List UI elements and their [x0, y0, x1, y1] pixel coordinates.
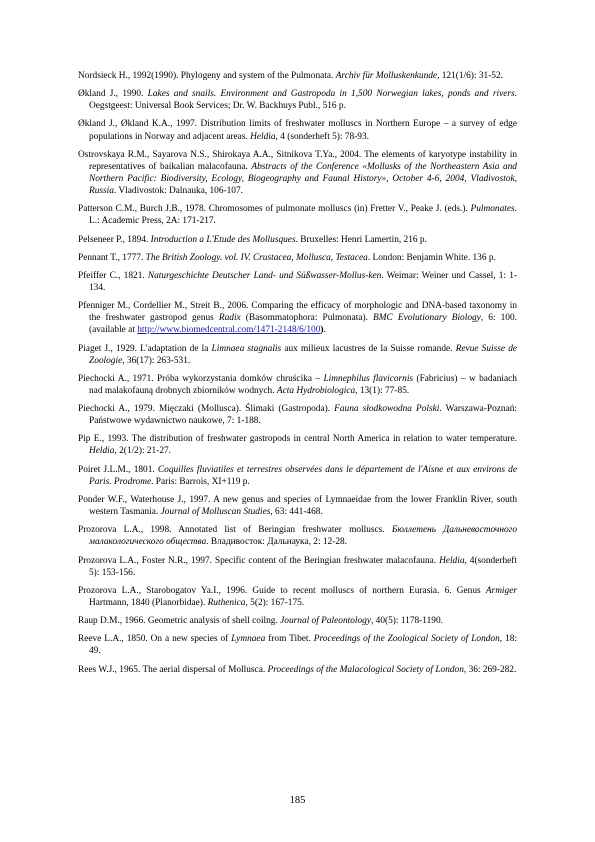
- reference-text: Pennant T., 1777.: [78, 252, 146, 263]
- reference-entry: [78, 270, 517, 294]
- reference-text: Piechocki A., 1971. Próba wykorzystania domków chruścika –: [78, 373, 324, 384]
- reference-text: Nordsieck H., 1992(1990). Phylogeny and system of the Pulmonata.: [78, 71, 336, 81]
- reference-italic-text: Бюллетень Дальневосточного малакологического общества: [89, 525, 517, 548]
- reference-text: Økland J., Økland K.A., 1997. Distribution limits of freshwater molluscs in Northern Europe – a survey of edge populations in Norway and adjacent areas.: [78, 119, 517, 142]
- reference-italic-text: Proceedings of the Malacological Society of London: [267, 664, 464, 675]
- reference-entry: [78, 234, 517, 246]
- reference-list: [78, 70, 517, 682]
- reference-text: Patterson C.M., Burch J.B., 1978. Chromosomes of pulmonate molluscs (in) Fretter V., Peake J. (eds.).: [78, 204, 471, 215]
- reference-text: , 18: 49.: [89, 634, 517, 657]
- reference-text: , 5(2): 167-175.: [245, 597, 305, 608]
- reference-italic-text: The British Zoology. vol. IV. Crustacea, Mollusca, Testacea: [145, 252, 368, 263]
- reference-italic-text: Acta Hydrobiologica: [276, 385, 356, 396]
- reference-text: . Bruxelles: Henri Lamertin, 216 p.: [295, 234, 427, 245]
- reference-entry: [78, 464, 517, 488]
- reference-entry: [78, 403, 517, 427]
- reference-entry: [78, 203, 517, 227]
- reference-entry: [78, 343, 517, 367]
- reference-italic-text: Introduction a L'Etude des Mollusques: [150, 234, 296, 245]
- reference-text: Piechocki A., 1979. Mięczaki (Mollusca). Ślimaki (Gastropoda).: [78, 404, 335, 415]
- reference-text: Poiret J.L.M., 1801.: [78, 464, 158, 475]
- reference-entry: [78, 524, 517, 548]
- reference-italic-text: Archiv für Molluskenkunde,: [335, 71, 440, 81]
- reference-italic-text: Proceedings of the Zoological Society of London: [313, 634, 500, 645]
- reference-text: . L.: Academic Press, 2A: 171-217.: [89, 204, 517, 227]
- reference-text: 121(1/6): 31-52.: [439, 71, 503, 81]
- reference-text: . Paris: Barrois, XI+119 p.: [151, 476, 250, 487]
- reference-entry: [78, 88, 517, 112]
- reference-url-link[interactable]: http://www.biomedcentral.com/1471-2148/6/100: [137, 325, 321, 336]
- reference-italic-text: Limnephilus flavicornis: [323, 373, 414, 384]
- reference-text: . Oegstgeest: Universal Book Services; Dr. W. Backhuys Publ., 516 p.: [89, 89, 517, 112]
- reference-italic-text: Armiger: [485, 585, 517, 596]
- reference-text: Pip E., 1993. The distribution of freshwater gastropods in central North America in relation to water temperature.: [78, 434, 517, 445]
- reference-text: Ostrovskaya R.M., Sayarova N.S., Shirokaya A.A., Sitnikova T.Ya., 2004. The elements of karyotype instability in representatives of baikalian malacofauna.: [78, 149, 517, 172]
- page-number: 185: [289, 795, 306, 806]
- reference-entry: [78, 664, 517, 676]
- reference-text: , 4(sonderheft 5): 153-156.: [89, 555, 517, 578]
- reference-entry: [78, 300, 517, 336]
- reference-italic-text: Fauna słodkowodna Polski: [334, 404, 440, 415]
- reference-italic-text: Limnaea stagnalis: [211, 343, 282, 354]
- reference-italic-text: Journal of Paleontology: [280, 616, 371, 627]
- reference-entry: [78, 433, 517, 457]
- reference-text: Reeve L.A., 1850. On a new species of: [78, 634, 232, 645]
- reference-text: Piaget J., 1929. L'adaptation de la: [78, 343, 212, 354]
- reference-text: , 36(17): 263-531.: [122, 355, 191, 366]
- reference-entry: [78, 252, 517, 264]
- reference-text: Økland J., 1990.: [78, 89, 148, 100]
- reference-text: Prozorova L.A., 1998. Annotated list of Beringian freshwater molluscs.: [78, 525, 392, 536]
- reference-text: aux milieux lacustres de la Suisse romande.: [281, 343, 456, 354]
- reference-entry: [78, 118, 517, 142]
- reference-text: Pelseneer P., 1894.: [78, 234, 151, 245]
- reference-text: .: [323, 325, 326, 336]
- reference-italic-text: Lakes and snails. Environment and Gastropoda in 1,500 Norwegian lakes, ponds and rivers: [147, 89, 515, 100]
- reference-text: Raup D.M., 1966. Geometric analysis of shell coilng.: [78, 616, 281, 627]
- reference-text: Pfenniger M., Cordellier M., Streit B., 2006. Comparing the efficacy of morphologic and DNA-based taxonomy in the freshwater gastropod genus: [78, 301, 517, 324]
- reference-text: . Warszawa-Poznań: Państwowe wydawnictwo naukowe, 7: 1-188.: [89, 404, 517, 427]
- reference-bold-text: ): [320, 325, 324, 336]
- reference-text: Prozorova L.A., Foster N.R., 1997. Specific content of the Beringian freshwater malacofauna.: [78, 555, 440, 566]
- reference-italic-text: Lymnaea: [231, 634, 266, 645]
- reference-text: (Fabricius) – w badaniach nad malakofauną drobnych zbiorników wodnych.: [89, 373, 517, 396]
- reference-italic-text: Coquilles fluviatiles et terrestres observées dans le département de l'Aisne et aux environs de Paris. Prodrome: [89, 464, 517, 487]
- reference-italic-text: Pulmonates: [470, 204, 515, 215]
- reference-italic-text: Heldia: [439, 555, 465, 566]
- reference-text: Rees W.J., 1965. The aerial dispersal of Mollusca.: [78, 664, 268, 675]
- reference-italic-text: Heldia,: [250, 131, 278, 142]
- reference-text: Prozorova L.A., Starobogatov Ya.I., 1996. Guide to recent molluscs of northern Eurasia. 6. Genus: [78, 585, 486, 596]
- reference-italic-text: Journal of Molluscan Studies: [160, 507, 271, 518]
- reference-italic-text: Naturgeschichte Deutscher Land- und Süßwasser-Mollus-ken: [147, 270, 382, 281]
- reference-italic-text: Abstracts of the Conference «Mollusks of the Northeastern Asia and Northern Pacific: Biodiversity, Ecology, Biogeography and Faunal History», October 4-6, 2004, Vladivostok, Russia: [89, 161, 517, 197]
- reference-text: Pfeiffer C., 1821.: [78, 270, 148, 281]
- reference-text: from Tibet.: [265, 634, 314, 645]
- reference-text: . Vladivostok: Dalnauka, 106-107.: [113, 186, 243, 197]
- reference-text: . Weimar: Weiner und Cassel, 1: 1-134.: [89, 270, 517, 293]
- reference-text: Hartmann, 1840 (Planorbidae).: [89, 597, 208, 608]
- reference-entry: [78, 149, 517, 197]
- reference-text: Ponder W.F., Waterhouse J., 1997. A new genus and species of Lymnaeidae from the lower Franklin River, south western Tasmania.: [78, 494, 517, 518]
- reference-italic-text: Heldia,: [89, 446, 117, 457]
- reference-entry: [78, 70, 517, 82]
- reference-italic-text: Revue Suisse de Zoologie: [89, 343, 518, 366]
- reference-italic-text: Ruthenica: [207, 597, 246, 608]
- reference-text: , 13(1): 77-85.: [355, 385, 410, 396]
- reference-text: . London: Benjamin White. 136 p.: [367, 252, 496, 263]
- reference-text: , 40(5): 1178-1190.: [370, 616, 443, 627]
- reference-text: , 6: 100. (available at: [89, 313, 517, 336]
- reference-text: 2(1/2): 21-27.: [116, 446, 172, 457]
- reference-text: (Basommatophora: Pulmonata).: [240, 313, 374, 324]
- reference-italic-text: BMC Evolutionary Biology: [373, 313, 481, 324]
- reference-entry: [78, 373, 517, 397]
- reference-text: . Владивосток: Дальнаука, 2: 12-28.: [206, 537, 348, 548]
- reference-entry: [78, 633, 517, 657]
- reference-italic-text: Radix: [218, 313, 241, 324]
- reference-entry: [78, 494, 517, 518]
- reference-text: , 36: 269-282.: [463, 664, 517, 675]
- reference-entry: [78, 585, 517, 609]
- reference-text: 4 (sonderheft 5): 78-93.: [277, 131, 369, 142]
- reference-entry: [78, 615, 517, 627]
- reference-entry: [78, 555, 517, 579]
- reference-text: , 63: 441-468.: [270, 507, 323, 518]
